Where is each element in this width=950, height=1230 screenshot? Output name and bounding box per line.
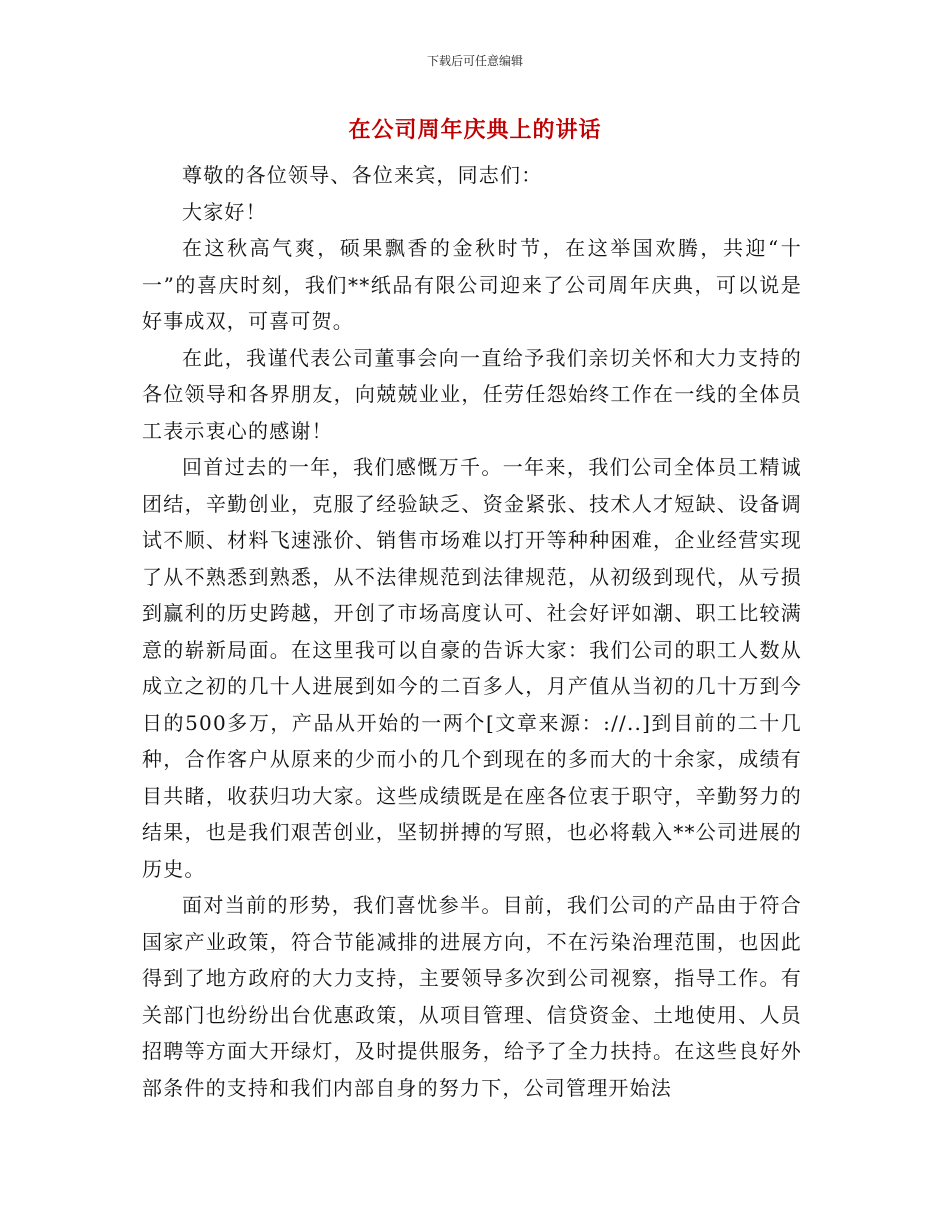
header-note: 下载后可任意编辑 xyxy=(426,54,523,68)
paragraph: 回首过去的一年，我们感慨万千。一年来，我们公司全体员工精诚团结，辛勤创业，克服了经验缺乏、资金紧张、技术人才短缺、设备调试不顺、材料飞速涨价、销售市场难以打开等种种困难，企业经营实现了从不熟悉到熟悉，从不法律规范到法律规范，从初级到现代，从亏损到赢利的历史跨越，开创了市场高度认可、社会好评如潮、职工比较满意的崭新局面。在这里我可以自豪的告诉大家：我们公司的职工人数从成立之初的几十人进展到如今的二百多人，月产值从当初的几十万到今日的500多万，产品从开始的一两个[文章来源：://..]到目前的二十几种，合作客户从原来的少而小的几个到现在的多而大的十余家，成绩有目共睹，收获归功大家。这些成绩既是在座各位衷于职守，辛勤努力的结果，也是我们艰苦创业，坚韧拼搏的写照，也必将载入**公司进展的历史。 xyxy=(142,455,802,881)
document-body xyxy=(142,157,802,1106)
paragraph: 在此，我谨代表公司董事会向一直给予我们亲切关怀和大力支持的各位领导和各界朋友，向兢兢业业，任劳任怨始终工作在一线的全体员工表示衷心的感谢！ xyxy=(142,345,802,443)
paragraph-greeting: 大家好！ xyxy=(182,199,267,224)
document-title: 在公司周年庆典上的讲话 xyxy=(348,118,602,143)
paragraph-salutation: 尊敬的各位领导、各位来宾，同志们： xyxy=(182,163,543,187)
paragraph: 在这秋高气爽，硕果飘香的金秋时节，在这举国欢腾，共迎“十一”的喜庆时刻，我们**纸品有限公司迎来了公司周年庆典，可以说是好事成双，可喜可贺。 xyxy=(142,236,802,333)
paragraph: 面对当前的形势，我们喜忧参半。目前，我们公司的产品由于符合国家产业政策，符合节能减排的进展方向，不在污染治理范围，也因此得到了地方政府的大力支持，主要领导多次到公司视察，指导工作。有关部门也纷纷出台优惠政策，从项目管理、信贷资金、土地使用、人员招聘等方面大开绿灯，及时提供服务，给予了全力扶持。在这些良好外部条件的支持和我们内部自身的努力下，公司管理开始法 xyxy=(142,893,802,1100)
